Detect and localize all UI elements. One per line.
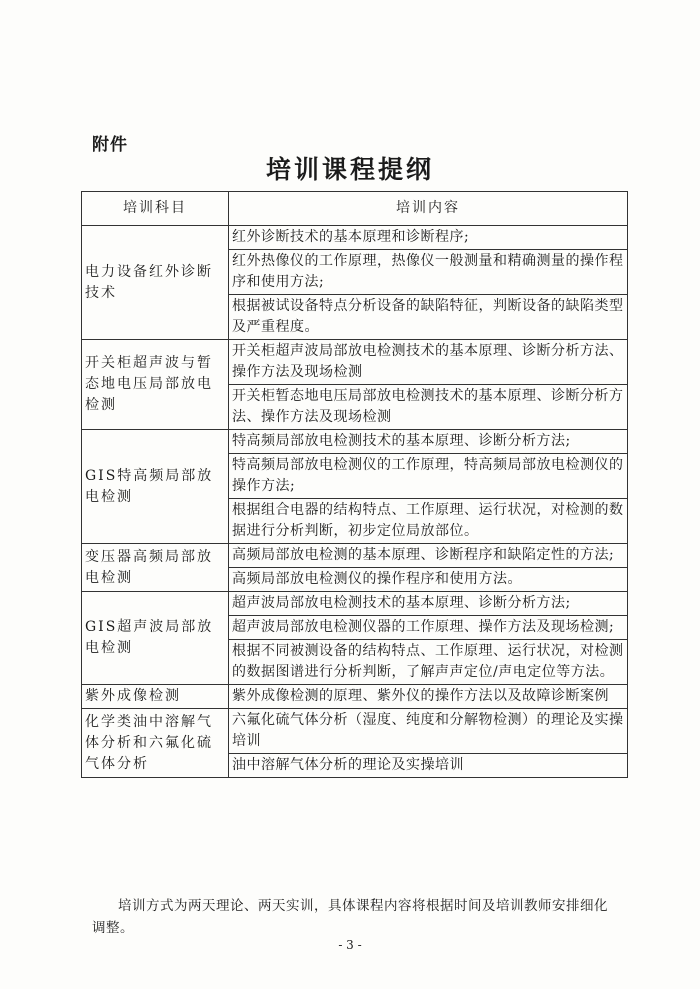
table-row	[82, 709, 628, 754]
table-row	[82, 340, 628, 385]
content-cell: 开关柜超声波局部放电检测技术的基本原理、诊断分析方法、操作方法及现场检测	[229, 340, 628, 385]
subject-cell: 开关柜超声波与暂态地电压局部放电检测	[82, 340, 229, 430]
content-cell: 根据不同被测设备的结构特点、工作原理、运行状况，对检测的数据图谱进行分析判断，了解声声定位/声电定位等方法。	[229, 640, 628, 685]
table-row	[82, 685, 628, 709]
table-row	[82, 226, 628, 250]
content-cell: 红外诊断技术的基本原理和诊断程序;	[229, 226, 628, 250]
content-cell: 根据被试设备特点分析设备的缺陷特征，判断设备的缺陷类型及严重程度。	[229, 295, 628, 340]
page-number: - 3 -	[338, 938, 362, 952]
subject-cell: 紫外成像检测	[82, 685, 229, 709]
header-subject: 培训科目	[82, 192, 229, 226]
content-cell: 超声波局部放电检测技术的基本原理、诊断分析方法;	[229, 592, 628, 616]
content-cell: 超声波局部放电检测仪器的工作原理、操作方法及现场检测;	[229, 616, 628, 640]
content-cell: 高频局部放电检测的基本原理、诊断程序和缺陷定性的方法;	[229, 544, 628, 568]
table-header-row	[82, 192, 628, 226]
content-cell: 红外热像仪的工作原理，热像仪一般测量和精确测量的操作程序和使用方法;	[229, 250, 628, 295]
subject-cell: GIS超声波局部放电检测	[82, 592, 229, 685]
table-row	[82, 430, 628, 454]
content-cell: 油中溶解气体分析的理论及实操培训	[229, 754, 628, 778]
content-cell: 根据组合电器的结构特点、工作原理、运行状况，对检测的数据进行分析判断，初步定位局放部位。	[229, 499, 628, 544]
header-content: 培训内容	[229, 192, 628, 226]
table-row	[82, 544, 628, 568]
content-cell: 开关柜暂态地电压局部放电检测技术的基本原理、诊断分析方法、操作方法及现场检测	[229, 385, 628, 430]
subject-cell: 变压器高频局部放电检测	[82, 544, 229, 592]
document-title: 培训课程提纲	[265, 155, 434, 184]
attachment-label: 附件	[92, 135, 128, 155]
content-cell: 六氟化硫气体分析（湿度、纯度和分解物检测）的理论及实操培训	[229, 709, 628, 754]
content-cell: 高频局部放电检测仪的操作程序和使用方法。	[229, 568, 628, 592]
training-note: 培训方式为两天理论、两天实训，具体课程内容将根据时间及培训教师安排细化调整。	[92, 898, 608, 936]
subject-cell: 化学类油中溶解气体分析和六氟化硫气体分析	[82, 709, 229, 778]
content-cell: 特高频局部放电检测仪的工作原理，特高频局部放电检测仪的操作方法;	[229, 454, 628, 499]
content-cell: 特高频局部放电检测技术的基本原理、诊断分析方法;	[229, 430, 628, 454]
table-row	[82, 592, 628, 616]
course-outline-table	[81, 191, 628, 778]
subject-cell: GIS特高频局部放电检测	[82, 430, 229, 544]
subject-cell: 电力设备红外诊断技术	[82, 226, 229, 340]
content-cell: 紫外成像检测的原理、紫外仪的操作方法以及故障诊断案例	[229, 685, 628, 709]
